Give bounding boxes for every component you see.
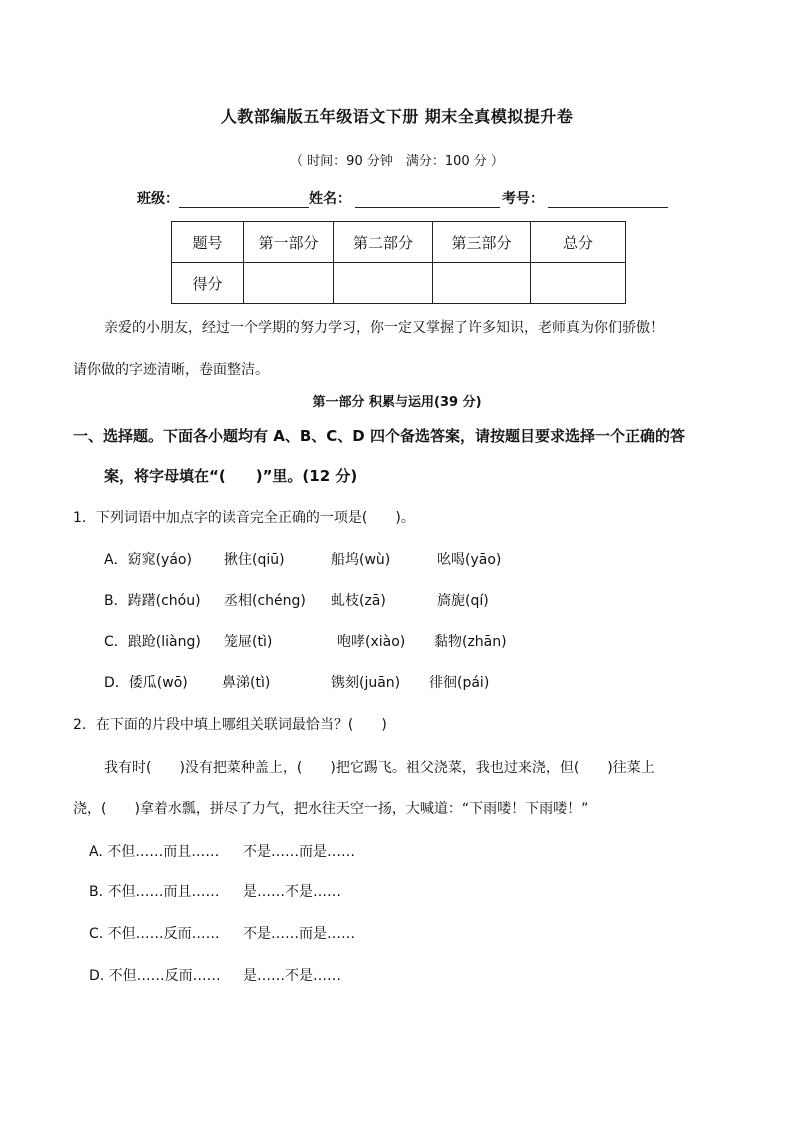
q1-option-word: 船坞(wù) [331, 552, 391, 568]
page-title: 人教部编版五年级语文下册 期末全真模拟提升卷 [220, 107, 574, 126]
section1-heading-line1: 一、选择题。下面各小题均有 A、B、C、D 四个备选答案，请按题目要求选择一个正确的答 [73, 427, 685, 445]
q2-option-part: A. 不但……而且…… [89, 844, 220, 860]
score-table-header: 第二部分 [334, 222, 433, 263]
exam-time-score: （ 时间：90 分钟 满分：100 分 ） [290, 154, 504, 169]
q2-option-part: C. 不但……反而…… [89, 926, 220, 942]
score-table-header: 第一部分 [244, 222, 334, 263]
q2-option-part: D. 不但……反而…… [89, 968, 221, 984]
q1-option-word: 虬枝(zā) [331, 593, 386, 609]
q2-option-part: 不是……而是…… [243, 926, 355, 942]
score-table-header: 题号 [172, 222, 244, 263]
id-label: 考号： [502, 191, 544, 207]
q2-passage-line1: 我有时( )没有把菜种盖上，( )把它踢飞。祖父浇菜，我也过来浇，但( )往菜上 [104, 760, 655, 776]
q1-option-word: 笼屉(tì) [224, 634, 273, 650]
score-table [171, 221, 626, 304]
q1-option-word: 丞相(chéng) [224, 593, 306, 609]
part1-title: 第一部分 积累与运用(39 分) [312, 395, 482, 410]
id-field[interactable] [548, 189, 668, 208]
q1-option-word: 徘徊(pái) [429, 675, 490, 691]
score-table-score-row [172, 263, 626, 304]
q1-option-word: 揪住(qiū) [224, 552, 285, 568]
section1-heading-line2: 案，将字母填在“( )”里。(12 分) [104, 467, 358, 485]
q1-option-word: 咆哮(xiào) [337, 634, 406, 650]
score-table-header: 第三部分 [433, 222, 531, 263]
score-table-header-row [172, 222, 626, 263]
score-cell[interactable] [244, 263, 334, 304]
student-info-row [137, 188, 668, 208]
q2-option-part: 是……不是…… [243, 884, 341, 900]
score-table-header: 总分 [531, 222, 626, 263]
q1-option-word: 黏物(zhān) [434, 634, 507, 650]
q1-option-word: 镌刻(juān) [331, 675, 401, 691]
name-label: 姓名： [309, 191, 351, 207]
q1-option-word: D．倭瓜(wō) [104, 675, 188, 691]
score-cell[interactable] [433, 263, 531, 304]
intro-line-1: 亲爱的小朋友，经过一个学期的努力学习，你一定又掌握了许多知识，老师真为你们骄傲！ [104, 320, 664, 336]
score-cell[interactable] [334, 263, 433, 304]
q2-option-part: B. 不但……而且…… [89, 884, 220, 900]
score-cell[interactable] [531, 263, 626, 304]
q1-option-word: 旖旎(qí) [437, 593, 489, 609]
q1-option-word: A．窈窕(yáo) [104, 552, 192, 568]
score-row-label: 得分 [172, 263, 244, 304]
name-field[interactable] [355, 189, 500, 208]
q1-option-word: C．踉跄(liàng) [104, 634, 201, 650]
q1-stem: 1．下列词语中加点字的读音完全正确的一项是( )。 [73, 510, 415, 526]
q2-passage-line2: 浇，( )拿着水瓢，拼尽了力气，把水往天空一扬，大喊道：“下雨喽！下雨喽！” [73, 801, 589, 817]
q1-option-word: 吆喝(yāo) [437, 552, 502, 568]
q2-stem: 2．在下面的片段中填上哪组关联词最恰当？( ) [73, 717, 387, 733]
class-field[interactable] [179, 189, 309, 208]
class-label: 班级： [137, 191, 179, 207]
q2-option-part: 不是……而是…… [243, 844, 355, 860]
q1-option-word: B．踌躇(chóu) [104, 593, 201, 609]
intro-line-2: 请你做的字迹清晰，卷面整洁。 [73, 362, 269, 378]
q1-option-word: 鼻涕(tì) [222, 675, 271, 691]
q2-option-part: 是……不是…… [243, 968, 341, 984]
